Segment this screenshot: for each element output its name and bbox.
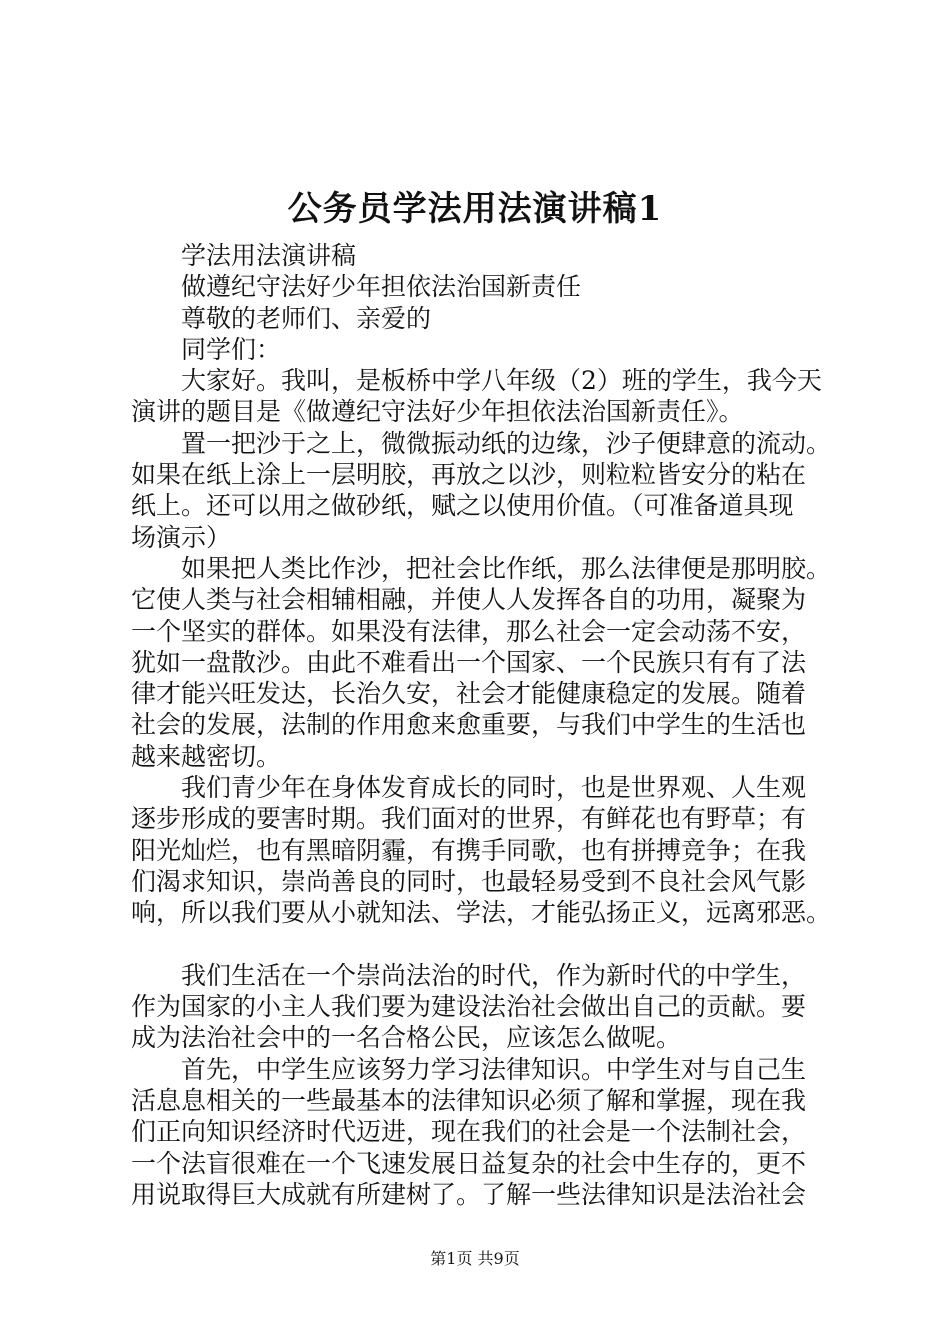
- text-line: 如果把人类比作沙，把社会比作纸，那么法律便是那明胶。: [181, 553, 832, 583]
- text-line: 我们青少年在身体发育成长的同时，也是世界观、人生观: [181, 773, 807, 803]
- text-line: 它使人类与社会相辅相融，并使人人发挥各自的功用，凝聚为: [131, 585, 807, 615]
- text-line: 作为国家的小主人我们要为建设法治社会做出自己的贡献。要: [131, 992, 807, 1022]
- text-line: 置一把沙于之上，微微振动纸的边缘，沙子便肆意的流动。: [181, 428, 832, 458]
- text-line: 活息息相关的一些最基本的法律知识必须了解和掌握，现在我: [131, 1086, 807, 1116]
- text-line: 响，所以我们要从小就知法、学法，才能弘扬正义，远离邪恶。: [131, 898, 832, 928]
- text-line: 用说取得巨大成就有所建树了。了解一些法律知识是法治社会: [131, 1179, 807, 1209]
- text-line: 尊敬的老师们、亲爱的: [181, 303, 432, 333]
- text-line: 们正向知识经济时代迈进，现在我们的社会是一个法制社会，: [131, 1117, 807, 1147]
- text-line: 犹如一盘散沙。由此不难看出一个国家、一个民族只有有了法: [131, 647, 807, 677]
- text-line: 逐步形成的要害时期。我们面对的世界，有鲜花也有野草；有: [131, 804, 807, 834]
- document-body: [131, 240, 843, 1210]
- text-line: 一个法盲很难在一个飞速发展日益复杂的社会中生存的，更不: [131, 1148, 807, 1178]
- text-line: 越来越密切。: [131, 741, 282, 771]
- text-line: 们渴求知识，崇尚善良的同时，也最轻易受到不良社会风气影: [131, 866, 807, 896]
- text-line: 成为法治社会中的一名合格公民，应该怎么做呢。: [131, 1023, 682, 1053]
- text-line: 演讲的题目是《做遵纪守法好少年担依法治国新责任》。: [131, 397, 744, 427]
- text-line: 我们生活在一个崇尚法治的时代，作为新时代的中学生，: [181, 960, 807, 990]
- text-line: 学法用法演讲稿: [181, 241, 357, 270]
- text-line: 做遵纪守法好少年担依法治国新责任: [181, 272, 582, 302]
- text-line: 首先，中学生应该努力学习法律知识。中学生对与自己生: [181, 1054, 807, 1084]
- text-line: 同学们：: [181, 334, 282, 364]
- text-line: 一个坚实的群体。如果没有法律，那么社会一定会动荡不安，: [131, 616, 807, 646]
- document-title: 公务员学法用法演讲稿1: [287, 189, 663, 229]
- text-line: 社会的发展，法制的作用愈来愈重要，与我们中学生的生活也: [131, 710, 807, 740]
- page-footer: 第1页 共9页: [430, 1249, 520, 1268]
- text-line: 大家好。我叫，是板桥中学八年级（2）班的学生，我今天: [181, 366, 822, 396]
- text-line: 纸上。还可以用之做砂纸，赋之以使用价值。（可准备道具现: [131, 491, 794, 521]
- blank-line: [131, 929, 843, 960]
- text-line: 律才能兴旺发达，长治久安，社会才能健康稳定的发展。随着: [131, 679, 807, 709]
- text-line: 如果在纸上涂上一层明胶，再放之以沙，则粒粒皆安分的粘在: [131, 460, 807, 490]
- text-line: 阳光灿烂，也有黑暗阴霾，有携手同歌，也有拼搏竞争；在我: [131, 835, 807, 865]
- text-line: 场演示）: [131, 522, 232, 552]
